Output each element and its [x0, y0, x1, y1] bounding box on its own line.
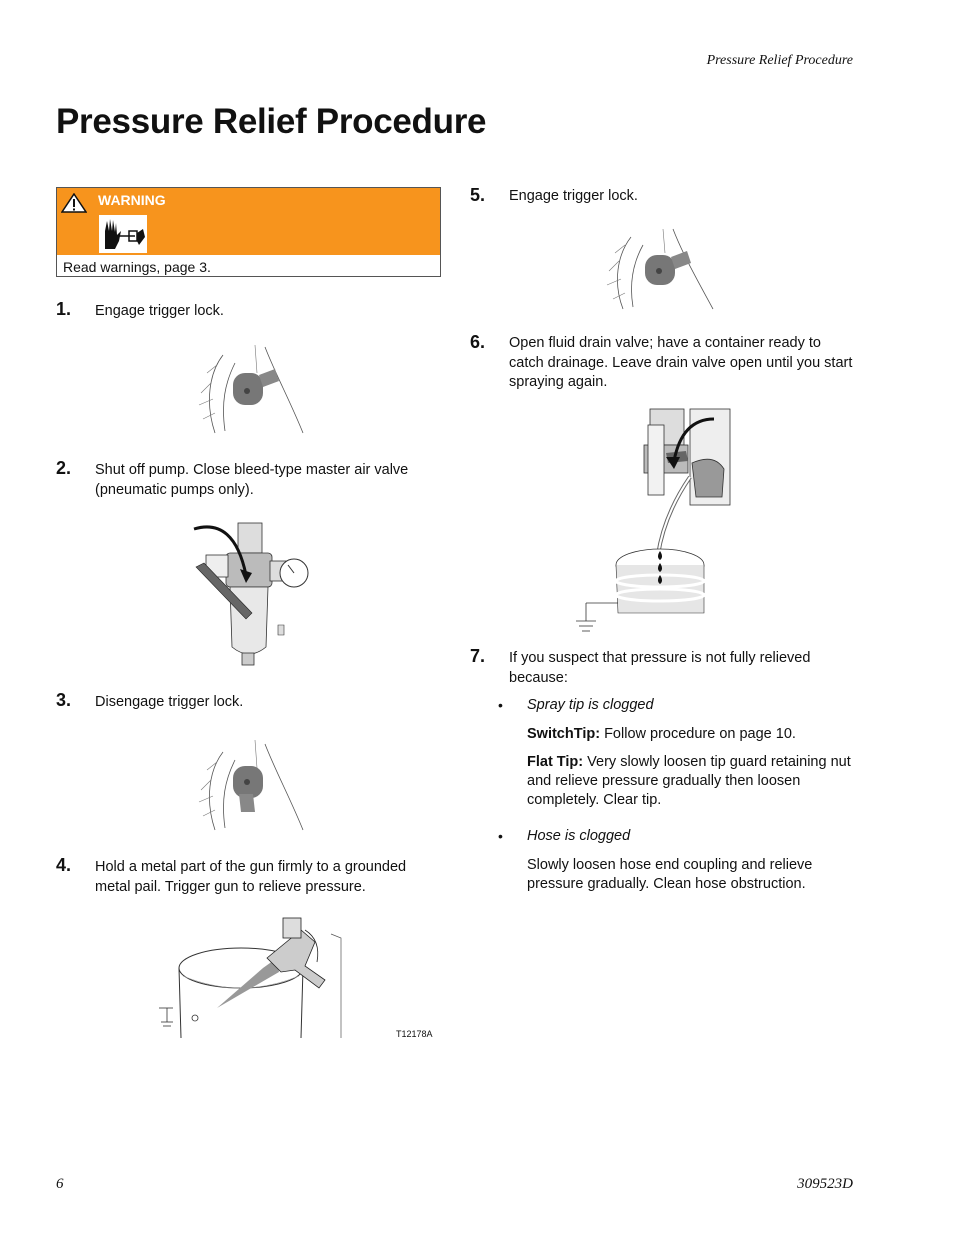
step-1-text: Engage trigger lock.: [95, 303, 224, 319]
step-6-number: 6.: [470, 332, 486, 352]
figure-gun-grounded-pail: [155, 910, 345, 1040]
footer-doc-number: 309523D: [797, 1176, 853, 1192]
running-header: Pressure Relief Procedure: [706, 53, 853, 68]
warning-triangle-icon: [61, 193, 87, 213]
step-1-number: 1.: [56, 299, 72, 319]
bullet-2-text: Hose is clogged: [527, 828, 631, 844]
figure-master-air-valve: [190, 515, 314, 670]
step-5-number: 5.: [470, 185, 486, 205]
footer-page-number: 6: [56, 1176, 64, 1192]
bullet-1-text: Spray tip is clogged: [527, 697, 654, 713]
step-4-text: Hold a metal part of the gun firmly to a grounded metal pail. Trigger gun to relieve pressure.: [95, 859, 407, 895]
pressure-injection-hand-icon: [99, 215, 147, 253]
bullet-2-dot: •: [498, 828, 503, 844]
figure-trigger-lock-engaged: [195, 343, 305, 435]
step-6-text: Open fluid drain valve; have a container ready to catch drainage. Leave drain valve open until you start spraying again.: [509, 335, 853, 390]
step-7-text: If you suspect that pressure is not fully relieved because:: [509, 650, 811, 686]
hose-paragraph: Slowly loosen hose end coupling and relieve pressure gradually. Clean hose obstruction.: [527, 857, 813, 892]
figure-trigger-lock-engaged-2: [605, 227, 717, 311]
step-3-number: 3.: [56, 690, 72, 710]
figure-drain-valve-container: [574, 405, 736, 637]
warning-box: [56, 187, 441, 277]
warning-read-text: Read warnings, page 3.: [63, 259, 211, 275]
switchtip-paragraph: [527, 725, 857, 744]
switchtip-text: Follow procedure on page 10.: [604, 726, 796, 742]
step-2-number: 2.: [56, 458, 72, 478]
step-7-number: 7.: [470, 646, 486, 666]
step-4-number: 4.: [56, 855, 72, 875]
step-5-text: Engage trigger lock.: [509, 188, 638, 204]
bullet-1-dot: •: [498, 697, 503, 713]
flattip-text: Very slowly loosen tip guard retaining nut and relieve pressure gradually then loosen completely. Clear tip.: [527, 754, 851, 808]
flattip-label: Flat Tip:: [527, 754, 584, 770]
figure-trigger-lock-disengaged: [195, 738, 305, 832]
page-title: Pressure Relief Procedure: [56, 102, 487, 141]
warning-header: [57, 188, 440, 255]
step-3-text: Disengage trigger lock.: [95, 694, 244, 710]
switchtip-label: SwitchTip:: [527, 726, 601, 742]
warning-label: WARNING: [98, 192, 166, 208]
figure-code: T12178A: [396, 1029, 433, 1039]
flattip-paragraph: [527, 753, 857, 810]
step-2-text: Shut off pump. Close bleed-type master air valve (pneumatic pumps only).: [95, 462, 409, 498]
